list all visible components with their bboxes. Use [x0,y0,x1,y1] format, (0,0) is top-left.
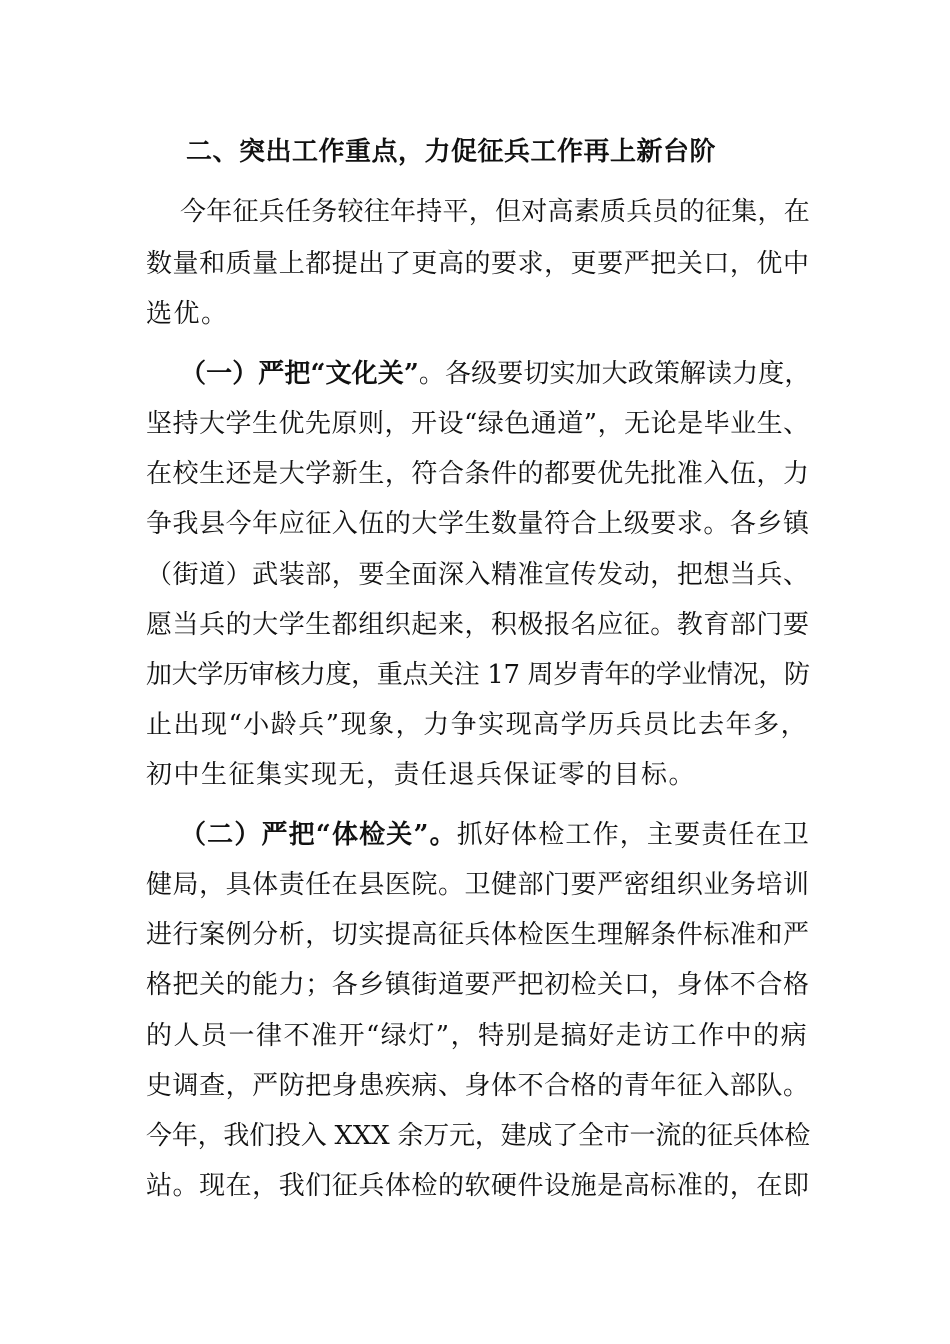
intro-line-1: 今年征兵任务较往年持平，但对高素质兵员的征集，在 [180,197,811,227]
intro-line-3: 选优。 [146,299,229,329]
section2-line-5: 的人员一律不准开“绿灯”，特别是搞好走访工作中的病 [146,1021,809,1051]
section2-line-7: 今年，我们投入 XXX 余万元，建成了全市一流的征兵体检 [146,1121,811,1151]
section1-first-line [180,356,810,392]
section1-line-4: 争我县今年应征入伍的大学生数量符合上级要求。各乡镇 [146,509,810,539]
section2-line-3: 进行案例分析，切实提高征兵体检医生理解条件标准和严 [146,920,810,950]
intro-line-2: 数量和质量上都提出了更高的要求，更要严把关口，优中 [146,249,810,279]
section1-line-9: 初中生征集实现无，责任退兵保证零的目标。 [146,760,697,790]
section1-line-6: 愿当兵的大学生都组织起来，积极报名应征。教育部门要 [146,610,810,640]
section1-line-3: 在校生还是大学新生，符合条件的都要优先批准入伍，力 [146,459,810,489]
section2-first-line-text: 抓好体检工作，主要责任在卫 [456,820,810,850]
section1-line-8: 止出现“小龄兵”现象，力争实现高学历兵员比去年多， [146,710,809,740]
section2-line-8: 站。现在，我们征兵体检的软硬件设施是高标准的，在即 [146,1171,810,1201]
section1-first-line-text: 。各级要切实加大政策解读力度， [418,359,811,389]
section1-line-7: 加大学历审核力度，重点关注 17 周岁青年的学业情况，防 [146,660,810,690]
section2-line-4: 格把关的能力；各乡镇街道要严把初检关口，身体不合格 [146,970,810,1000]
section2-title: （二）严把“体检关”。 [180,820,457,850]
section1-title: （一）严把“文化关” [180,359,419,389]
section1-line-5: （街道）武装部，要全面深入精准宣传发动，把想当兵、 [146,560,810,590]
section2-first-line [180,817,810,853]
section2-line-6: 史调查，严防把身患疾病、身体不合格的青年征入部队。 [146,1071,810,1101]
section-heading: 二、突出工作重点，力促征兵工作再上新台阶 [186,137,717,167]
section2-line-2: 健局，具体责任在县医院。卫健部门要严密组织业务培训 [146,870,810,900]
section1-line-2: 坚持大学生优先原则，开设“绿色通道”，无论是毕业生、 [146,409,810,439]
